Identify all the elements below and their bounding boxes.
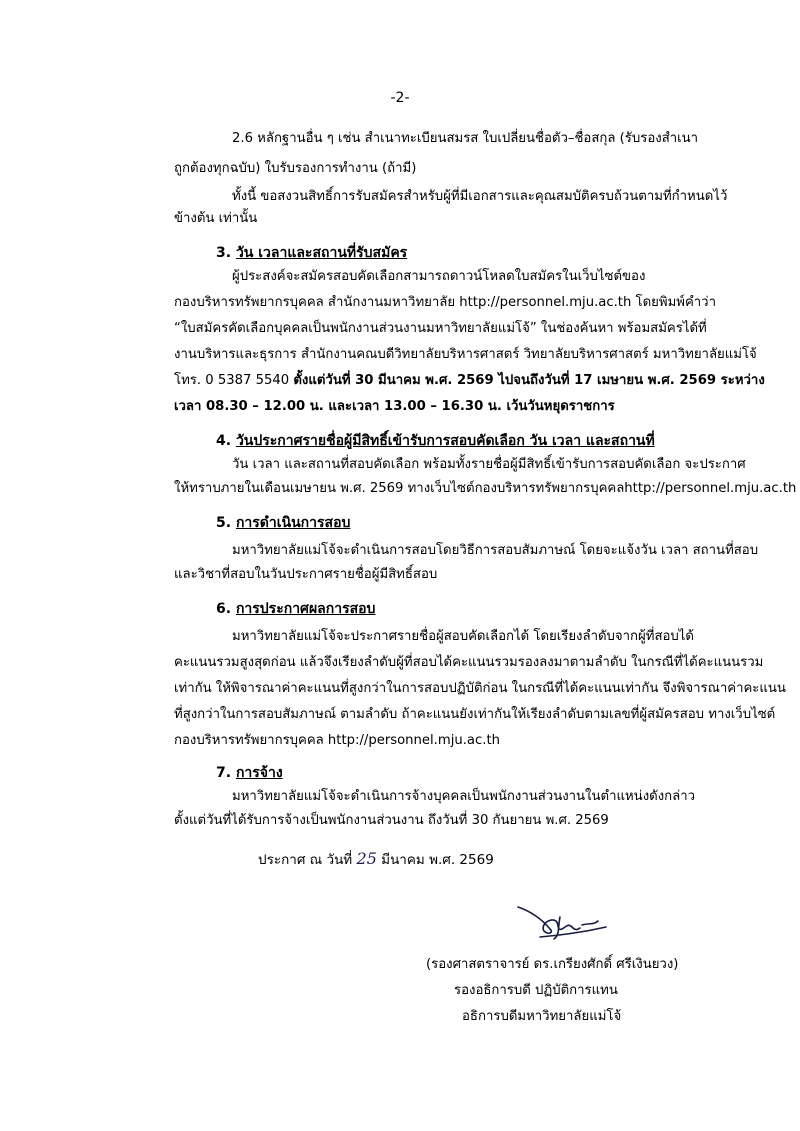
section6-line2: คะแนนรวมสูงสุดก่อน แล้วจึงเรียงลำดับผู้ที่สอบได้คะแนนรวมรองลงมาตามลำดับ ในกรณีที่ได้คะแนนรวม [174, 655, 764, 670]
announcement-suffix: มีนาคม พ.ศ. 2569 [376, 852, 494, 868]
announcement-date [258, 850, 494, 869]
section3-line2: กองบริหารทรัพยากรบุคคล สำนักงานมหาวิทยาลัย http://personnel.mju.ac.th โดยพิมพ์คำว่า [174, 295, 716, 310]
section6-line3: เท่ากัน ให้พิจารณาค่าคะแนนที่สูงกว่าในการสอบปฏิบัติก่อน ในกรณีที่ได้คะแนนเท่ากัน จึงพิจารณาค่าคะแนน [174, 681, 786, 696]
item-2-6-note2: ข้างต้น เท่านั้น [174, 211, 258, 226]
section6-heading [216, 600, 375, 618]
section6-line5: กองบริหารทรัพยากรบุคคล http://personnel.mju.ac.th [174, 733, 500, 748]
section4-number: 4. [216, 433, 232, 449]
section3-phone: โทร. 0 5387 5540 [174, 373, 294, 388]
section4-line1: วัน เวลา และสถานที่สอบคัดเลือก พร้อมทั้งรายชื่อผู้มีสิทธิ์เข้ารับการสอบคัดเลือก จะประกาศ [232, 457, 746, 472]
section7-line1: มหาวิทยาลัยแม่โจ้จะดำเนินการจ้างบุคคลเป็นพนักงานส่วนงานในตำแหน่งดังกล่าว [232, 789, 696, 804]
section4-heading [216, 432, 655, 450]
section7-heading [216, 764, 283, 782]
section5-heading [216, 514, 350, 532]
section6-number: 6. [216, 601, 232, 617]
section7-title: การจ้าง [235, 765, 283, 781]
signature-scribble [510, 895, 620, 945]
page-number: -2- [390, 90, 410, 106]
section3-number: 3. [216, 245, 232, 261]
section3-heading [216, 244, 407, 262]
section3-line5 [174, 372, 765, 390]
section6-line1: มหาวิทยาลัยแม่โจ้จะประกาศรายชื่อผู้สอบคัดเลือกได้ โดยเรียงลำดับจากผู้ที่สอบได้ [232, 629, 694, 644]
section5-number: 5. [216, 515, 232, 531]
item-2-6-line1: 2.6 หลักฐานอื่น ๆ เช่น สำเนาทะเบียนสมรส ใบเปลี่ยนชื่อตัว–ชื่อสกุล (รับรองสำเนา [232, 131, 699, 146]
announcement-prefix: ประกาศ ณ วันที่ [258, 852, 357, 868]
item-2-6-line2: ถูกต้องทุกฉบับ) ใบรับรองการทำงาน (ถ้ามี) [174, 161, 417, 176]
section3-line3: “ใบสมัครคัดเลือกบุคคลเป็นพนักงานส่วนงานมหาวิทยาลัยแม่โจ้” ในช่องค้นหา พร้อมสมัครได้ที่ [174, 321, 707, 336]
section3-line4: งานบริหารและธุรการ สำนักงานคณบดีวิทยาลัยบริหารศาสตร์ วิทยาลัยบริหารศาสตร์ มหาวิทยาลัยแม่โจ้ [174, 347, 757, 362]
section5-line2: และวิชาที่สอบในวันประกาศรายชื่อผู้มีสิทธิ์สอบ [174, 567, 438, 582]
section7-number: 7. [216, 765, 232, 781]
signatory-name: (รองศาสตราจารย์ ดร.เกรียงศักดิ์ ศรีเงินยวง) [426, 957, 679, 972]
section6-title: การประกาศผลการสอบ [235, 601, 376, 617]
announcement-day: 25 [356, 849, 377, 868]
signatory-position2: อธิการบดีมหาวิทยาลัยแม่โจ้ [462, 1009, 622, 1024]
section6-line4: ที่สูงกว่าในการสอบสัมภาษณ์ ตามลำดับ ถ้าคะแนนยังเท่ากันให้เรียงลำดับตามเลขที่ผู้สมัครสอบ ทางเว็บไซต์ [174, 707, 776, 722]
section3-line1: ผู้ประสงค์จะสมัครสอบคัดเลือกสามารถดาวน์โหลดใบสมัครในเว็บไซต์ของ [232, 269, 646, 284]
section3-title: วัน เวลาและสถานที่รับสมัคร [235, 245, 408, 261]
section3-date-range: ตั้งแต่วันที่ 30 มีนาคม พ.ศ. 2569 ไปจนถึงวันที่ 17 เมษายน พ.ศ. 2569 ระหว่าง [293, 373, 765, 388]
section3-line6: เวลา 08.30 – 12.00 น. และเวลา 13.00 – 16.30 น. เว้นวันหยุดราชการ [174, 399, 615, 414]
section4-title: วันประกาศรายชื่อผู้มีสิทธิ์เข้ารับการสอบคัดเลือก วัน เวลา และสถานที่ [235, 433, 655, 449]
signatory-position1: รองอธิการบดี ปฏิบัติการแทน [454, 983, 618, 998]
section4-line2: ให้ทราบภายในเดือนเมษายน พ.ศ. 2569 ทางเว็บไซต์กองบริหารทรัพยากรบุคคลhttp://personnel.mju.ac.th [174, 481, 797, 496]
item-2-6-note1: ทั้งนี้ ขอสงวนสิทธิ์การรับสมัครสำหรับผู้ที่มีเอกสารและคุณสมบัติครบถ้วนตามที่กำหนดไว้ [232, 189, 728, 204]
section7-line2: ตั้งแต่วันที่ได้รับการจ้างเป็นพนักงานส่วนงาน ถึงวันที่ 30 กันยายน พ.ศ. 2569 [174, 813, 609, 828]
section5-title: การดำเนินการสอบ [235, 515, 351, 531]
section5-line1: มหาวิทยาลัยแม่โจ้จะดำเนินการสอบโดยวิธีการสอบสัมภาษณ์ โดยจะแจ้งวัน เวลา สถานที่สอบ [232, 543, 759, 558]
